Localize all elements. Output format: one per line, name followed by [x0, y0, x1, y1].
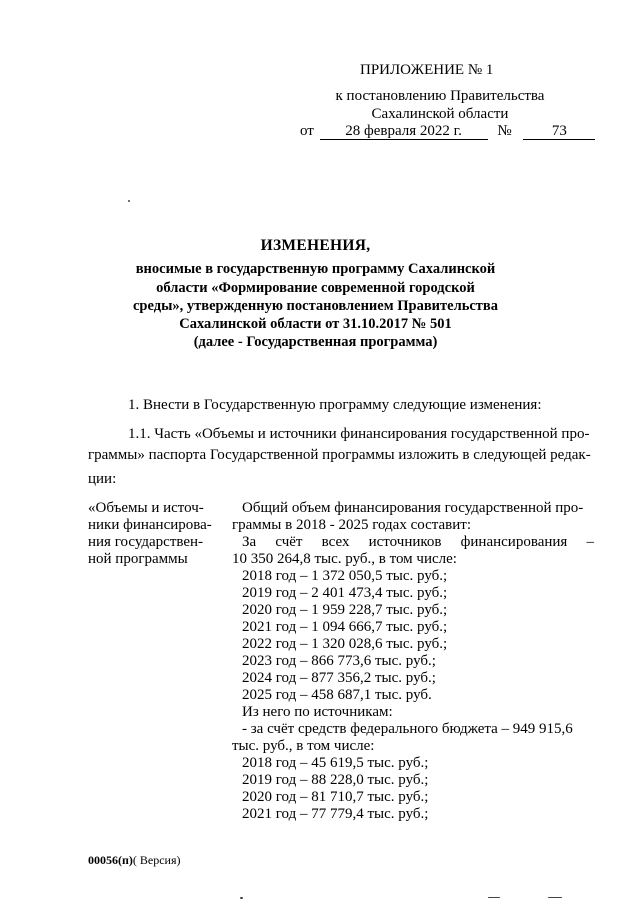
scan-speck: [128, 200, 130, 202]
scan-speck: [488, 897, 500, 898]
year-row: 2024 год – 877 356,2 тыс. руб.;: [242, 670, 436, 686]
sources-word: всех: [321, 534, 350, 550]
paragraph-1-1-line-1: 1.1. Часть «Объемы и источники финансирования государственной про-: [128, 426, 590, 442]
annex-title: ПРИЛОЖЕНИЕ № 1: [360, 62, 494, 78]
federal-year-row: 2020 год – 81 710,7 тыс. руб.;: [242, 789, 429, 805]
annex-to-decree: к постановлению Правительства: [335, 88, 545, 104]
sources-word: счёт: [275, 534, 303, 550]
year-row: 2020 год – 1 959 228,7 тыс. руб.;: [242, 602, 448, 618]
title-line-5: (далее - Государственная программа): [193, 334, 438, 350]
document-title: ИЗМЕНЕНИЯ,: [260, 237, 371, 254]
federal-year-row: 2018 год – 45 619,5 тыс. руб.;: [242, 755, 429, 771]
from-label: от: [300, 123, 314, 139]
sources-word: источников: [368, 534, 442, 550]
year-row: 2023 год – 866 773,6 тыс. руб.;: [242, 653, 436, 669]
sources-line: [232, 534, 594, 551]
federal-year-row: 2019 год – 88 228,0 тыс. руб.;: [242, 772, 429, 788]
year-row: 2021 год – 1 094 666,7 тыс. руб.;: [242, 619, 448, 635]
number-label: №: [497, 123, 512, 139]
scan-speck: [548, 897, 562, 898]
federal-year-row: 2021 год – 77 779,4 тыс. руб.;: [242, 806, 429, 822]
sources-word: финансирования: [460, 534, 568, 550]
table-left-cell: [88, 500, 212, 568]
decree-number: 73: [523, 123, 595, 140]
document-version: ( Версия): [132, 853, 181, 867]
title-line-2: области «Формирование современной городской: [156, 280, 475, 296]
annex-region: Сахалинской области: [371, 106, 509, 122]
total-line-1: Общий объем финансирования государственной про-: [242, 500, 584, 516]
sources-line-2: 10 350 264,8 тыс. руб., в том числе:: [232, 551, 457, 567]
title-line-1: вносимые в государственную программу Сахалинской: [135, 261, 496, 277]
left-cell-line: ники финансирова-: [88, 517, 212, 533]
document-code: [88, 853, 181, 868]
left-cell-line: «Объемы и источ-: [88, 500, 204, 516]
sources-word: За: [242, 534, 257, 550]
year-row: 2022 год – 1 320 028,6 тыс. руб.;: [242, 636, 448, 652]
decree-date-line: [300, 123, 595, 140]
by-sources-heading: Из него по источникам:: [242, 704, 393, 720]
paragraph-1-1-line-2: граммы» паспорта Государственной программы изложить в следующей редак-: [88, 447, 591, 463]
paragraph-1-1-line-3: ции:: [88, 471, 117, 487]
year-row: 2019 год – 2 401 473,4 тыс. руб.;: [242, 585, 448, 601]
federal-line-1: - за счёт средств федерального бюджета – 949 915,6: [242, 721, 573, 737]
paragraph-1: 1. Внести в Государственную программу следующие изменения:: [128, 397, 542, 413]
year-row: 2025 год – 458 687,1 тыс. руб.: [242, 687, 432, 703]
scan-speck: [240, 897, 243, 899]
federal-line-2: тыс. руб., в том числе:: [232, 738, 375, 754]
left-cell-line: ния государствен-: [88, 534, 204, 550]
table-right-cell: [232, 500, 594, 823]
sources-word: –: [586, 534, 594, 550]
total-line-2: граммы в 2018 - 2025 годах составит:: [232, 517, 472, 533]
left-cell-line: ной программы: [88, 551, 188, 567]
title-line-4: Сахалинской области от 31.10.2017 № 501: [179, 316, 452, 332]
document-code-number: 00056(п): [88, 853, 133, 867]
decree-date: 28 февраля 2022 г.: [320, 123, 488, 140]
title-line-3: среды», утвержденную постановлением Правительства: [132, 298, 499, 314]
year-row: 2018 год – 1 372 050,5 тыс. руб.;: [242, 568, 448, 584]
